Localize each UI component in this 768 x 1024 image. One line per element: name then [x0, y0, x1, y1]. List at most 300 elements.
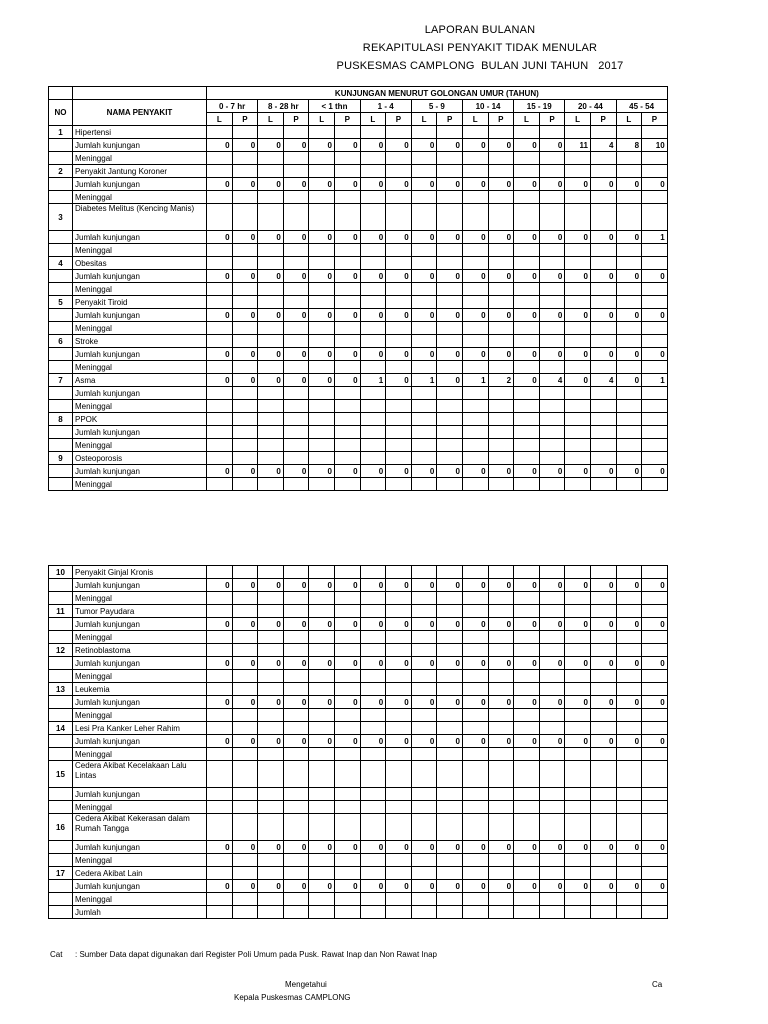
death-count-cell: [386, 191, 412, 204]
value-cell: 0: [283, 374, 309, 387]
value-cell: [283, 257, 309, 270]
value-cell: [232, 165, 258, 178]
visit-count-cell: [411, 426, 437, 439]
visit-count-cell: 0: [283, 309, 309, 322]
visits-label: Jumlah kunjungan: [73, 387, 207, 400]
visit-count-cell: 0: [386, 618, 412, 631]
age-group-label: 0 - 7 hr: [207, 100, 258, 113]
table-row: [49, 439, 668, 452]
visit-count-cell: 0: [360, 139, 386, 152]
disease-number: 15: [49, 761, 73, 788]
death-count-cell: [309, 801, 335, 814]
visit-count-cell: 0: [488, 231, 514, 244]
death-count-cell: [616, 748, 642, 761]
visit-count-cell: 0: [488, 465, 514, 478]
death-count-cell: [539, 283, 565, 296]
visit-count-cell: [283, 387, 309, 400]
death-count-cell: [386, 893, 412, 906]
death-count-cell: [334, 244, 360, 257]
visit-count-cell: 0: [309, 231, 335, 244]
disease-name: Cedera Akibat Kecelakaan Lalu Lintas: [73, 761, 207, 788]
visit-count-cell: 0: [360, 270, 386, 283]
death-count-cell: [207, 709, 233, 722]
visit-count-cell: 0: [386, 139, 412, 152]
visit-count-cell: 0: [309, 270, 335, 283]
visit-count-cell: 0: [411, 309, 437, 322]
value-cell: [462, 644, 488, 657]
visits-label: Jumlah kunjungan: [73, 657, 207, 670]
value-cell: [616, 867, 642, 880]
visit-count-cell: 0: [514, 139, 540, 152]
value-cell: [539, 867, 565, 880]
death-count-cell: [411, 592, 437, 605]
death-count-cell: [232, 439, 258, 452]
visit-count-cell: 0: [514, 657, 540, 670]
death-count-cell: [462, 801, 488, 814]
visit-count-cell: 0: [616, 735, 642, 748]
acknowledged-label: Mengetahui: [285, 980, 327, 989]
table-row: [49, 126, 668, 139]
value-cell: [283, 814, 309, 841]
visit-count-cell: 0: [283, 465, 309, 478]
blank-cell: [49, 579, 73, 592]
value-cell: [590, 296, 616, 309]
value-cell: [437, 126, 463, 139]
death-count-cell: [411, 893, 437, 906]
death-count-cell: [232, 152, 258, 165]
visit-count-cell: 0: [616, 696, 642, 709]
visit-count-cell: 0: [437, 618, 463, 631]
visit-count-cell: 0: [386, 465, 412, 478]
value-cell: [360, 165, 386, 178]
disease-number: 9: [49, 452, 73, 465]
disease-number: 11: [49, 605, 73, 618]
value-cell: [539, 683, 565, 696]
death-count-cell: [360, 893, 386, 906]
value-cell: [207, 204, 233, 231]
disease-table-part1: [48, 86, 668, 491]
value-cell: 0: [514, 374, 540, 387]
value-cell: [488, 335, 514, 348]
header-corner-no: [49, 87, 73, 100]
table-row: [49, 361, 668, 374]
visit-count-cell: 0: [334, 139, 360, 152]
death-count-cell: [514, 670, 540, 683]
value-cell: [590, 257, 616, 270]
value-cell: [616, 257, 642, 270]
total-cell: [488, 906, 514, 919]
visit-count-cell: 0: [334, 696, 360, 709]
table-row: [49, 906, 668, 919]
value-cell: [411, 257, 437, 270]
death-count-cell: [590, 592, 616, 605]
visit-count-cell: [539, 387, 565, 400]
visit-count-cell: [462, 426, 488, 439]
death-count-cell: [386, 801, 412, 814]
value-cell: [642, 257, 668, 270]
death-count-cell: [539, 478, 565, 491]
value-cell: [360, 722, 386, 735]
table-row: [49, 867, 668, 880]
death-count-cell: [360, 631, 386, 644]
value-cell: [207, 814, 233, 841]
death-count-cell: [539, 748, 565, 761]
sex-label-l: L: [616, 113, 642, 126]
value-cell: [590, 413, 616, 426]
visit-count-cell: [565, 387, 591, 400]
death-count-cell: [565, 439, 591, 452]
visit-count-cell: 0: [411, 178, 437, 191]
death-count-cell: [514, 592, 540, 605]
visit-count-cell: 10: [642, 139, 668, 152]
value-cell: [514, 452, 540, 465]
sex-label-p: P: [539, 113, 565, 126]
visit-count-cell: 0: [642, 841, 668, 854]
visit-count-cell: 0: [386, 841, 412, 854]
value-cell: [642, 761, 668, 788]
visit-count-cell: 0: [207, 178, 233, 191]
visit-count-cell: 0: [360, 309, 386, 322]
value-cell: [539, 204, 565, 231]
visit-count-cell: 0: [386, 657, 412, 670]
deaths-label: Meninggal: [73, 670, 207, 683]
value-cell: [437, 683, 463, 696]
table-row: [49, 322, 668, 335]
visit-count-cell: 0: [462, 735, 488, 748]
table-row: [49, 841, 668, 854]
value-cell: [360, 644, 386, 657]
death-count-cell: [590, 801, 616, 814]
visit-count-cell: 0: [565, 348, 591, 361]
death-count-cell: [360, 801, 386, 814]
visit-count-cell: 11: [565, 139, 591, 152]
death-count-cell: [207, 893, 233, 906]
visit-count-cell: 0: [565, 618, 591, 631]
value-cell: [309, 335, 335, 348]
death-count-cell: [207, 670, 233, 683]
visit-count-cell: [360, 788, 386, 801]
death-count-cell: [386, 748, 412, 761]
visit-count-cell: [258, 426, 284, 439]
value-cell: [514, 605, 540, 618]
table-row: [49, 139, 668, 152]
sex-label-p: P: [232, 113, 258, 126]
visit-count-cell: [386, 387, 412, 400]
visit-count-cell: 0: [386, 270, 412, 283]
visit-count-cell: 0: [514, 735, 540, 748]
visit-count-cell: 0: [642, 579, 668, 592]
value-cell: [309, 452, 335, 465]
visit-count-cell: 0: [360, 657, 386, 670]
visit-count-cell: [488, 788, 514, 801]
value-cell: [437, 452, 463, 465]
value-cell: [539, 452, 565, 465]
value-cell: [539, 126, 565, 139]
visit-count-cell: 0: [283, 579, 309, 592]
death-count-cell: [539, 400, 565, 413]
death-count-cell: [386, 322, 412, 335]
table-row: [49, 683, 668, 696]
visit-count-cell: 0: [411, 579, 437, 592]
visit-count-cell: 0: [616, 880, 642, 893]
visit-count-cell: 0: [258, 231, 284, 244]
value-cell: [258, 452, 284, 465]
sex-label-p: P: [590, 113, 616, 126]
value-cell: [565, 257, 591, 270]
death-count-cell: [411, 670, 437, 683]
value-cell: [642, 413, 668, 426]
value-cell: [590, 335, 616, 348]
death-count-cell: [309, 670, 335, 683]
death-count-cell: [539, 631, 565, 644]
visit-count-cell: 0: [334, 841, 360, 854]
death-count-cell: [565, 801, 591, 814]
death-count-cell: [488, 631, 514, 644]
disease-number: 4: [49, 257, 73, 270]
table-row: [49, 165, 668, 178]
value-cell: [565, 413, 591, 426]
value-cell: [360, 126, 386, 139]
value-cell: [437, 644, 463, 657]
death-count-cell: [642, 893, 668, 906]
death-count-cell: [590, 439, 616, 452]
visit-count-cell: 0: [462, 465, 488, 478]
death-count-cell: [437, 631, 463, 644]
death-count-cell: [488, 361, 514, 374]
visit-count-cell: 0: [616, 841, 642, 854]
table-row: [49, 309, 668, 322]
death-count-cell: [514, 893, 540, 906]
death-count-cell: [309, 244, 335, 257]
table-row: [49, 801, 668, 814]
death-count-cell: [309, 439, 335, 452]
death-count-cell: [616, 854, 642, 867]
death-count-cell: [437, 709, 463, 722]
value-cell: [386, 413, 412, 426]
visit-count-cell: 0: [411, 618, 437, 631]
disease-name: Leukemia: [73, 683, 207, 696]
visit-count-cell: 0: [283, 618, 309, 631]
death-count-cell: [207, 801, 233, 814]
death-count-cell: [411, 361, 437, 374]
value-cell: [462, 761, 488, 788]
visit-count-cell: [386, 788, 412, 801]
visit-count-cell: [309, 387, 335, 400]
blank-cell: [49, 270, 73, 283]
right-cut-text: Ca: [652, 980, 663, 989]
visit-count-cell: [514, 788, 540, 801]
death-count-cell: [616, 191, 642, 204]
visits-label: Jumlah kunjungan: [73, 139, 207, 152]
value-cell: [283, 566, 309, 579]
death-count-cell: [386, 478, 412, 491]
value-cell: [488, 644, 514, 657]
sex-label-p: P: [488, 113, 514, 126]
header-corner-name: [73, 87, 207, 100]
visits-label: Jumlah kunjungan: [73, 696, 207, 709]
value-cell: [437, 257, 463, 270]
death-count-cell: [258, 244, 284, 257]
value-cell: [616, 296, 642, 309]
value-cell: [514, 566, 540, 579]
visit-count-cell: 0: [514, 178, 540, 191]
blank-cell: [49, 400, 73, 413]
visit-count-cell: 0: [539, 348, 565, 361]
value-cell: [309, 204, 335, 231]
disease-number: 10: [49, 566, 73, 579]
visit-count-cell: 0: [411, 880, 437, 893]
death-count-cell: [283, 670, 309, 683]
visit-count-cell: 0: [360, 696, 386, 709]
death-count-cell: [283, 439, 309, 452]
value-cell: [514, 867, 540, 880]
value-cell: [590, 165, 616, 178]
visit-count-cell: 0: [258, 348, 284, 361]
value-cell: [309, 126, 335, 139]
visit-count-cell: 0: [590, 618, 616, 631]
value-cell: [411, 683, 437, 696]
blank-cell: [49, 906, 73, 919]
death-count-cell: [539, 439, 565, 452]
visit-count-cell: 0: [437, 657, 463, 670]
deaths-label: Meninggal: [73, 631, 207, 644]
visit-count-cell: 0: [232, 696, 258, 709]
death-count-cell: [462, 439, 488, 452]
visit-count-cell: [207, 426, 233, 439]
visit-count-cell: 0: [539, 465, 565, 478]
visit-count-cell: 0: [539, 579, 565, 592]
visit-count-cell: 0: [309, 579, 335, 592]
value-cell: [642, 814, 668, 841]
death-count-cell: [386, 361, 412, 374]
blank-cell: [49, 244, 73, 257]
visit-count-cell: [258, 387, 284, 400]
visit-count-cell: 0: [232, 579, 258, 592]
value-cell: [539, 761, 565, 788]
visit-count-cell: 0: [488, 579, 514, 592]
death-count-cell: [642, 631, 668, 644]
blank-cell: [49, 631, 73, 644]
value-cell: [283, 867, 309, 880]
death-count-cell: [514, 244, 540, 257]
visit-count-cell: 0: [590, 270, 616, 283]
value-cell: [642, 566, 668, 579]
value-cell: [616, 605, 642, 618]
death-count-cell: [386, 592, 412, 605]
death-count-cell: [411, 439, 437, 452]
death-count-cell: [565, 709, 591, 722]
table-row: [49, 670, 668, 683]
value-cell: [642, 683, 668, 696]
death-count-cell: [283, 400, 309, 413]
value-cell: [207, 126, 233, 139]
death-count-cell: [539, 670, 565, 683]
visit-count-cell: [514, 426, 540, 439]
death-count-cell: [642, 361, 668, 374]
visit-count-cell: 0: [642, 309, 668, 322]
table-row: [49, 657, 668, 670]
visit-count-cell: 0: [642, 348, 668, 361]
visit-count-cell: 0: [462, 696, 488, 709]
death-count-cell: [232, 322, 258, 335]
disease-number: 2: [49, 165, 73, 178]
value-cell: [334, 683, 360, 696]
death-count-cell: [309, 478, 335, 491]
visit-count-cell: 0: [232, 178, 258, 191]
death-count-cell: [642, 709, 668, 722]
value-cell: [488, 867, 514, 880]
value-cell: [334, 126, 360, 139]
table-row: [49, 709, 668, 722]
visits-label: Jumlah kunjungan: [73, 880, 207, 893]
value-cell: [488, 126, 514, 139]
value-cell: [258, 296, 284, 309]
visit-count-cell: 0: [462, 270, 488, 283]
death-count-cell: [488, 801, 514, 814]
value-cell: [411, 413, 437, 426]
death-count-cell: [386, 152, 412, 165]
value-cell: [590, 722, 616, 735]
visit-count-cell: 0: [386, 309, 412, 322]
blank-cell: [49, 309, 73, 322]
value-cell: [283, 335, 309, 348]
visit-count-cell: 0: [488, 270, 514, 283]
death-count-cell: [386, 631, 412, 644]
value-cell: 4: [539, 374, 565, 387]
value-cell: [565, 126, 591, 139]
visit-count-cell: 0: [360, 618, 386, 631]
visit-count-cell: 0: [207, 880, 233, 893]
death-count-cell: [590, 854, 616, 867]
disease-name: Osteoporosis: [73, 452, 207, 465]
visit-count-cell: 0: [565, 270, 591, 283]
visit-count-cell: [590, 788, 616, 801]
death-count-cell: [411, 478, 437, 491]
death-count-cell: [488, 854, 514, 867]
visit-count-cell: 0: [616, 270, 642, 283]
death-count-cell: [232, 631, 258, 644]
death-count-cell: [565, 631, 591, 644]
visit-count-cell: [437, 426, 463, 439]
visit-count-cell: 0: [386, 231, 412, 244]
disease-name: Hipertensi: [73, 126, 207, 139]
death-count-cell: [462, 191, 488, 204]
visit-count-cell: 0: [309, 657, 335, 670]
value-cell: [258, 204, 284, 231]
death-count-cell: [642, 478, 668, 491]
visit-count-cell: 0: [642, 696, 668, 709]
visit-count-cell: 0: [207, 348, 233, 361]
visit-count-cell: 0: [309, 309, 335, 322]
visit-count-cell: 0: [283, 841, 309, 854]
death-count-cell: [283, 592, 309, 605]
visit-count-cell: 0: [309, 841, 335, 854]
visit-count-cell: 0: [437, 309, 463, 322]
death-count-cell: [616, 478, 642, 491]
value-cell: [232, 296, 258, 309]
death-count-cell: [616, 283, 642, 296]
value-cell: [488, 165, 514, 178]
value-cell: [360, 413, 386, 426]
deaths-label: Meninggal: [73, 244, 207, 257]
sex-label-l: L: [462, 113, 488, 126]
death-count-cell: [360, 478, 386, 491]
value-cell: [309, 257, 335, 270]
visit-count-cell: 0: [411, 735, 437, 748]
value-cell: [642, 605, 668, 618]
sex-label-l: L: [258, 113, 284, 126]
visit-count-cell: 0: [258, 178, 284, 191]
